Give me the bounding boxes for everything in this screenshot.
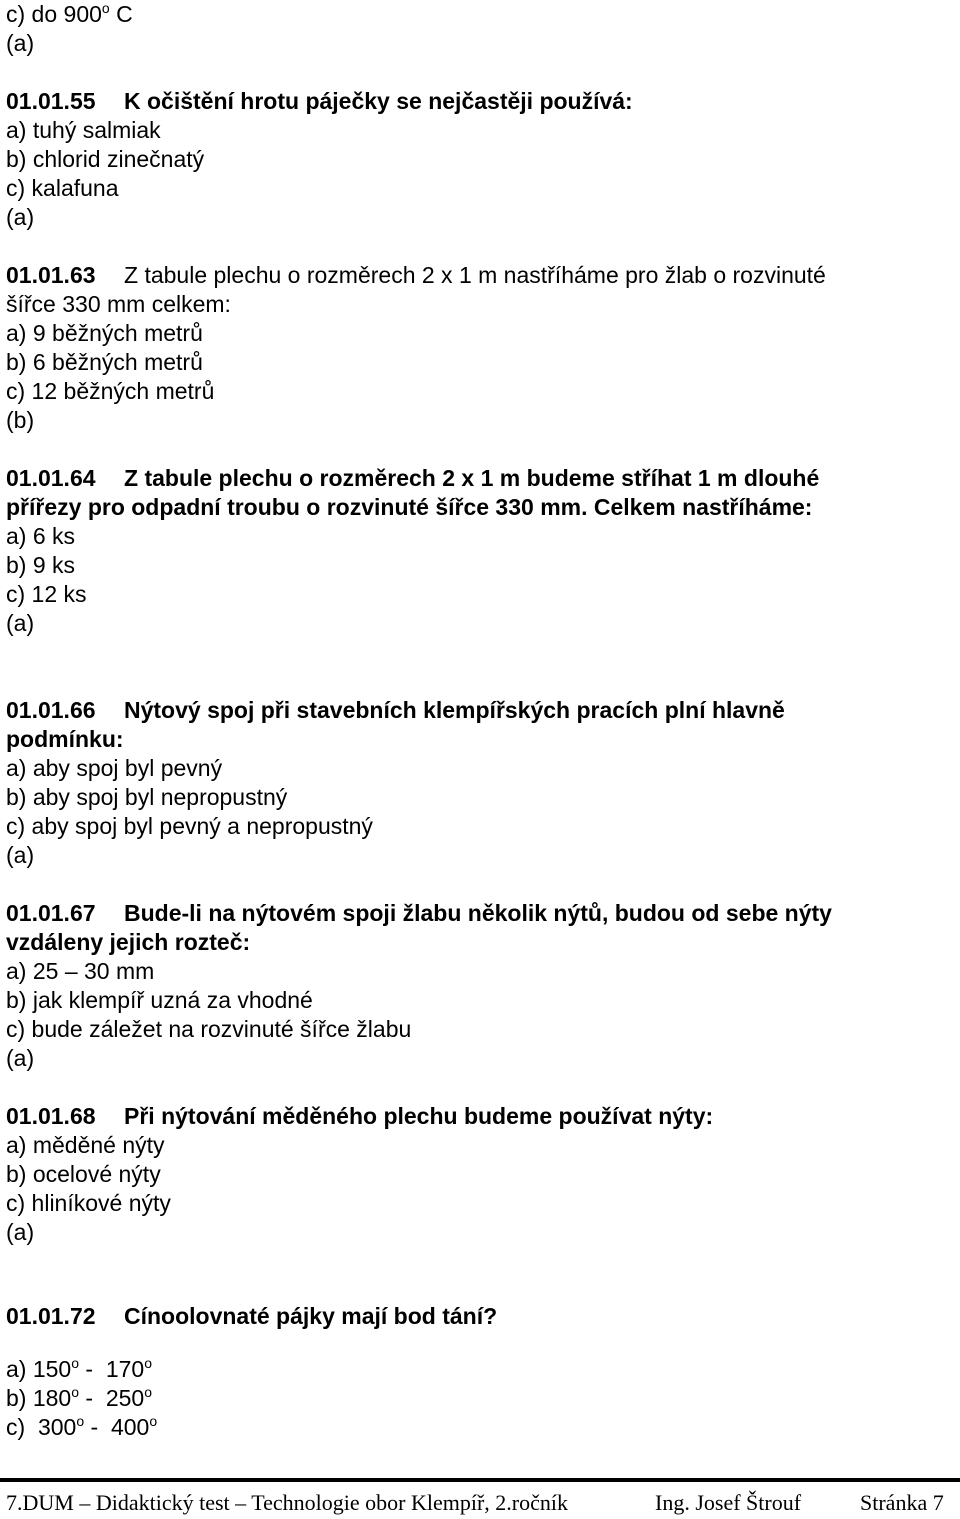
question-title: 01.01.68 Při nýtování měděného plechu budeme používat nýty: bbox=[6, 1103, 714, 1129]
question-title: 01.01.55 K očištění hrotu páječky se nejčastěji používá: bbox=[6, 88, 633, 114]
footer-page-number: Stránka 7 bbox=[860, 1490, 944, 1515]
answer-line: (b) bbox=[6, 407, 35, 433]
answer-line: (a) bbox=[6, 1219, 35, 1245]
question-title: 01.01.66 Nýtový spoj při stavebních klempířských pracích plní hlavně bbox=[6, 697, 785, 723]
option-line: c) 12 běžných metrů bbox=[6, 378, 215, 404]
option-line: a) 25 – 30 mm bbox=[6, 958, 155, 984]
option-line: a) tuhý salmiak bbox=[6, 117, 161, 143]
question-title-cont: podmínku: bbox=[6, 726, 124, 752]
option-line: b) 9 ks bbox=[6, 552, 76, 578]
question-title-cont: vzdáleny jejich rozteč: bbox=[6, 929, 251, 955]
question-title: 01.01.64 Z tabule plechu o rozměrech 2 x 1 m budeme stříhat 1 m dlouhé bbox=[6, 465, 820, 491]
option-line: b) aby spoj byl nepropustný bbox=[6, 784, 288, 810]
footer-divider bbox=[0, 1478, 960, 1482]
answer-line: (a) bbox=[6, 1045, 35, 1071]
answer-line: (a) bbox=[6, 30, 35, 56]
option-line: c) 300$^o$ - 400$^o$ bbox=[6, 1413, 158, 1440]
answer-line: (a) bbox=[6, 610, 35, 636]
question-title: 01.01.72 Cínoolovnaté pájky mají bod tání? bbox=[6, 1303, 498, 1329]
answer-line: (a) bbox=[6, 204, 35, 230]
question-title: 01.01.63 Z tabule plechu o rozměrech 2 x 1 m nastříháme pro žlab o rozvinuté bbox=[6, 262, 826, 288]
answer-line: (a) bbox=[6, 842, 35, 868]
option-line: a) 9 běžných metrů bbox=[6, 320, 203, 346]
option-line: b) ocelové nýty bbox=[6, 1161, 161, 1187]
option-line: c) aby spoj byl pevný a nepropustný bbox=[6, 813, 373, 839]
option-line: b) 180$^o$ - 250$^o$ bbox=[6, 1384, 153, 1411]
option-line: a) 6 ks bbox=[6, 523, 76, 549]
option-line: b) jak klempíř uzná za vhodné bbox=[6, 987, 313, 1013]
question-title: 01.01.67 Bude-li na nýtovém spoji žlabu několik nýtů, budou od sebe nýty bbox=[6, 900, 832, 926]
option-line: a) aby spoj byl pevný bbox=[6, 755, 223, 781]
option-line: a) měděné nýty bbox=[6, 1132, 165, 1158]
question-title-cont: šířce 330 mm celkem: bbox=[6, 291, 231, 317]
option-line: b) chlorid zinečnatý bbox=[6, 146, 205, 172]
option-line: a) 150$^o$ - 170$^o$ bbox=[6, 1355, 153, 1382]
footer-author: Ing. Josef Štrouf bbox=[655, 1490, 802, 1515]
option-line: c) kalafuna bbox=[6, 175, 119, 201]
footer-title: 7.DUM – Didaktický test – Technologie obor Klempíř, 2.ročník bbox=[6, 1490, 569, 1515]
option-line: c) do 900$^o$ C bbox=[6, 0, 133, 27]
option-line: c) 12 ks bbox=[6, 581, 87, 607]
question-title-cont: přířezy pro odpadní troubu o rozvinuté šířce 330 mm. Celkem nastříháme: bbox=[6, 494, 813, 520]
option-line: c) bude záležet na rozvinuté šířce žlabu bbox=[6, 1016, 412, 1042]
option-line: c) hliníkové nýty bbox=[6, 1190, 171, 1216]
option-line: b) 6 běžných metrů bbox=[6, 349, 203, 375]
